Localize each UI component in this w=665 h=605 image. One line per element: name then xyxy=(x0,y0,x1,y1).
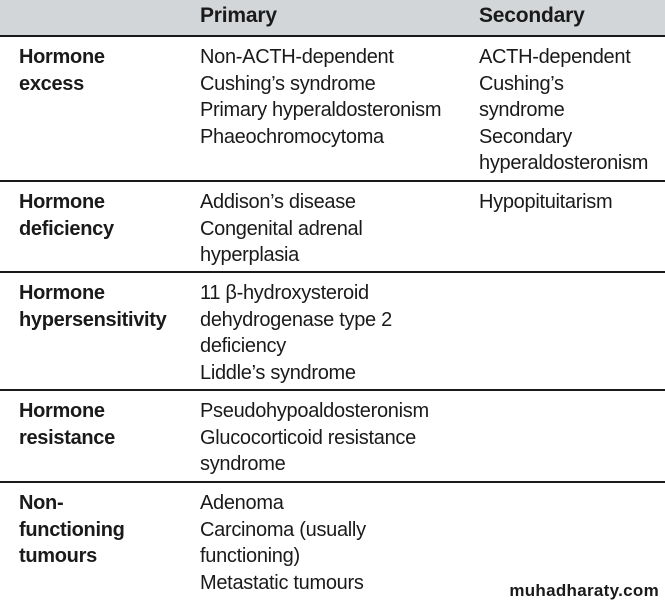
row-secondary: Hypopituitarism xyxy=(479,191,613,213)
table-row xyxy=(0,273,665,391)
table-row xyxy=(0,37,665,182)
header-secondary: Secondary xyxy=(479,4,585,27)
row-primary: Adenoma Carcinoma (usually functioning) Metastatic tumours xyxy=(200,492,366,594)
row-secondary: ACTH-dependent Cushing’s syndrome Secondary hyperaldosteronism xyxy=(479,46,649,174)
row-category: Hormone resistance xyxy=(19,400,115,449)
row-primary: Non-ACTH-dependent Cushing’s syndrome Primary hyperaldosteronism Phaeochromocytoma xyxy=(200,46,442,148)
row-category: Hormone deficiency xyxy=(19,191,114,240)
header-primary: Primary xyxy=(200,4,277,27)
watermark-text: muhadharaty.com xyxy=(509,581,659,600)
row-primary: Pseudohypoaldosteronism Glucocorticoid resistance syndrome xyxy=(200,400,429,475)
table-header xyxy=(0,0,665,37)
table-row xyxy=(0,182,665,273)
row-category: Non- functioning tumours xyxy=(19,492,125,567)
row-category: Hormone hypersensitivity xyxy=(19,282,167,331)
row-primary: 11 β-hydroxysteroid dehydrogenase type 2 deficiency Liddle’s syndrome xyxy=(200,282,392,384)
row-category: Hormone excess xyxy=(19,46,105,95)
row-primary: Addison’s disease Congenital adrenal hyperplasia xyxy=(200,191,363,266)
table-row xyxy=(0,391,665,483)
